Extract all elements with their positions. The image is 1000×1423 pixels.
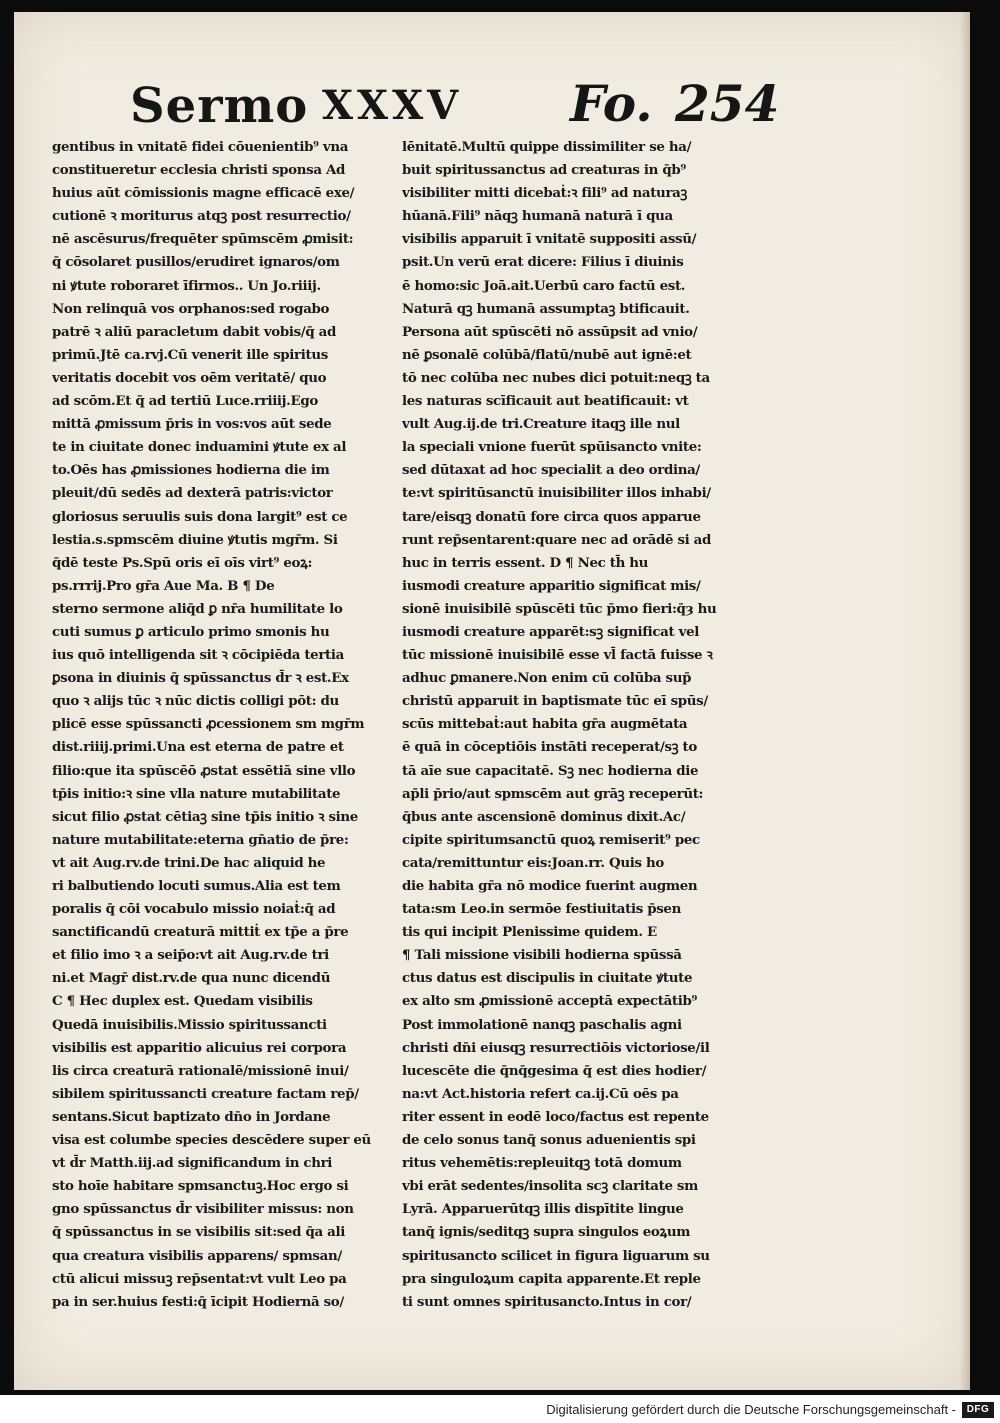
text-line: Lyrā. Apparuerūtqꝫ illis dispītite lingue bbox=[402, 1201, 684, 1218]
text-line: Post immolationē nanqꝫ paschalis agni bbox=[402, 1016, 682, 1033]
text-line: huc in terris essent. D ¶ Nec th̄ hu bbox=[402, 554, 649, 571]
text-line: sibilem spiritussancti creature factam rep̄/ bbox=[52, 1085, 359, 1102]
text-line: pleuit/dū sedēs ad dexterā patris:victor bbox=[52, 485, 333, 502]
funding-credit: Digitalisierung gefördert durch die Deutsche Forschungsgemeinschaft - bbox=[546, 1402, 956, 1417]
text-line: visibiliter mitti dicebaṫ:ꝛ fili⁹ ad naturaꝫ bbox=[402, 185, 687, 202]
text-line: veritatis docebit vos oēm veritatē/ quo bbox=[52, 369, 327, 386]
text-line: na:vt Act.historia refert ca.ij.Cū oēs pa bbox=[402, 1085, 679, 1102]
text-line: nē ꝑsonalē colūbā/flatū/nubē aut ignē:et bbox=[402, 346, 692, 363]
text-line: christi dn̄i eiusqꝫ resurrectiōis victoriose/il bbox=[402, 1039, 710, 1056]
text-line: riter essent in eodē loco/factus est repente bbox=[402, 1108, 709, 1125]
text-line: hūanā.Fili⁹ nāqꝫ humanā naturā ī qua bbox=[402, 208, 673, 225]
text-line: poralis q̄ cōi vocabulo missio noiaṫ:q̄ ad bbox=[52, 901, 336, 918]
text-line: gno spūssanctus d̄r visibiliter missus: non bbox=[52, 1201, 354, 1218]
text-line: sed dūtaxat ad hoc specialit a deo ordina/ bbox=[402, 462, 700, 479]
text-line: te:vt spiritūsanctū inuisibiliter illos inhabi/ bbox=[402, 485, 711, 502]
text-line: ni ꝟtute roboraret īfirmos.. Un Jo.riiij. bbox=[52, 277, 321, 294]
text-line: ctū alicui missuꝫ rep̄sentat:vt vult Leo pa bbox=[52, 1270, 347, 1287]
text-line: tanq̄ ignis/seditqꝫ supra singulos eoꝝum bbox=[402, 1224, 691, 1241]
header-sermon-number: XXXV bbox=[322, 82, 463, 129]
text-line: ex alto sm ꝓmissionē acceptā expectātib⁹ bbox=[402, 993, 698, 1010]
text-line: sterno sermone aliq̄d ꝑ nr̄a humilitate lo bbox=[52, 600, 343, 617]
text-line: gentibus in vnitatē fidei cōuenientib⁹ vna bbox=[52, 139, 349, 155]
text-line: cata/remittuntur eis:Joan.rr. Quis ho bbox=[402, 854, 664, 871]
text-line: runt rep̄sentarent:quare nec ad orādē si ad bbox=[402, 531, 712, 548]
footer-bar bbox=[0, 1400, 1000, 1423]
text-line: lis circa creaturā rationalē/missionē inui/ bbox=[52, 1062, 349, 1079]
text-line: qua creatura visibilis apparens/ spmsan/ bbox=[52, 1247, 342, 1264]
header-folio-label: Fo. bbox=[570, 74, 653, 133]
text-line: iusmodi creature apparitio significat mis/ bbox=[402, 577, 701, 594]
text-line: Quedā inuisibilis.Missio spiritussancti bbox=[52, 1016, 327, 1033]
text-line: gloriosus seruulis suis dona largit⁹ est ce bbox=[52, 508, 348, 525]
text-line: sto hoīe habitare spmsanctuꝫ.Hoc ergo si bbox=[52, 1178, 349, 1195]
text-line: sionē inuisibilē spūscēti tūc p̄mo fieri:q̄ȝ hu bbox=[402, 600, 717, 617]
text-line: ni.et Magr̄ dist.rv.de qua nunc dicendū bbox=[52, 970, 331, 987]
text-line: lēnitatē.Multū quippe dissimiliter se ha/ bbox=[402, 139, 692, 155]
text-line: ē homo:sic Joā.ait.Uerbū caro factū est. bbox=[402, 277, 686, 294]
text-line: ritus vehemētis:repleuitqꝫ totā domum bbox=[402, 1155, 682, 1172]
text-line: tūc missionē inuisibilē esse vl̄ factā fuisse ꝛ bbox=[402, 647, 713, 664]
running-header bbox=[130, 70, 780, 140]
text-line: christū apparuit in baptismate tūc eī spūs/ bbox=[402, 693, 708, 710]
text-line: Naturā qꝫ humanā assumptaꝫ btificauit. bbox=[402, 300, 690, 317]
text-line: sentans.Sicut baptizato dn̄o in Jordane bbox=[52, 1108, 331, 1125]
text-line: quo ꝛ alijs tūc ꝛ nūc dictis colligi pōt: du bbox=[52, 693, 339, 710]
text-line: cutionē ꝛ moriturus atqꝫ post resurrectio/ bbox=[52, 208, 351, 225]
text-line: constitueretur ecclesia christi sponsa Ad bbox=[52, 162, 346, 179]
header-folio-number: 254 bbox=[675, 74, 780, 133]
text-line: et filio imo ꝛ a seip̄o:vt ait Aug.rv.de tri bbox=[52, 947, 329, 964]
text-line: tā aīe sue capacitatē. Sꝫ nec hodierna die bbox=[402, 762, 699, 779]
text-line: ꝑsona in diuinis q̄ spūssanctus d̄r ꝛ est.Ex bbox=[52, 670, 349, 687]
text-line: adhuc ꝑmanere.Non enim cū colūba sup̄ bbox=[402, 670, 692, 687]
page-edge bbox=[960, 12, 970, 1390]
text-line: cuti sumus ꝑ articulo primo smonis hu bbox=[52, 623, 330, 640]
text-line: patrē ꝛ aliū paracletum dabit vobis/q̄ ad bbox=[52, 323, 336, 340]
text-line: lestia.s.spmscēm diuine ꝟtutis mgr̄m. Si bbox=[52, 531, 338, 548]
text-line: q̄ spūssanctus in se visibilis sit:sed q̄a ali bbox=[52, 1224, 345, 1241]
text-line: huius aūt cōmissionis magne efficacē exe/ bbox=[52, 185, 355, 202]
text-line: filio:que ita spūscēō ꝓstat essētiā sine vllo bbox=[52, 762, 356, 779]
text-line: ius quō intelligenda sit ꝛ cōcipiēda tertia bbox=[52, 647, 344, 664]
text-line: q̄ cōsolaret pusillos/erudiret ignaros/om bbox=[52, 254, 340, 271]
text-line: mittā ꝓmissum p̄ris in vos:vos aūt sede bbox=[52, 416, 332, 433]
text-line: ad scōm.Et q̄ ad tertiū Luce.rriiij.Ego bbox=[52, 393, 318, 410]
text-line: pra singuloꝝum capita apparente.Et reple bbox=[402, 1270, 701, 1287]
text-line: tis qui incipit Plenissime quidem. E bbox=[402, 924, 657, 941]
text-line: ¶ Tali missione visibili hodierna spūssā bbox=[402, 947, 682, 964]
left-text-column bbox=[52, 136, 410, 1314]
text-line: tata:sm Leo.in sermōe festiuitatis p̄sen bbox=[402, 901, 681, 918]
text-line: sicut filio ꝓstat cētiaꝫ sine tp̄is initio ꝛ sine bbox=[52, 808, 358, 825]
text-line: les naturas scīficauit aut beatificauit: vt bbox=[402, 393, 689, 410]
text-line: ē quā in cōceptiōis instāti receperat/sꝫ to bbox=[402, 739, 697, 756]
header-sermo: Sermo bbox=[130, 78, 309, 134]
text-line: visibilis apparuit ī vnitatē suppositi assū/ bbox=[402, 231, 697, 248]
text-line: plicē esse spūssancti ꝓcessionem sm mgr̄m bbox=[52, 716, 365, 733]
text-line: Persona aūt spūscēti nō assūpsit ad vnio/ bbox=[402, 323, 698, 340]
text-line: vt d̄r Matth.iij.ad significandum in chri bbox=[52, 1155, 333, 1172]
right-text-column bbox=[402, 136, 766, 1314]
text-line: vt ait Aug.rv.de trini.De hac aliquid he bbox=[52, 854, 326, 871]
text-line: vbi erāt sedentes/insolita scꝫ claritate sm bbox=[402, 1178, 698, 1195]
text-line: psit.Un verū erat dicere: Filius ī diuinis bbox=[402, 254, 684, 271]
text-line: tp̄is initio:ꝛ sine vlla nature mutabilitate bbox=[52, 785, 341, 802]
text-line: q̄dē teste Ps.Spū oris eī oīs virt⁹ eoꝝ: bbox=[52, 554, 313, 571]
text-line: die habita gr̄a nō modice fuerint augmen bbox=[402, 878, 698, 894]
text-line: te in ciuitate donec induamini ꝟtute ex al bbox=[52, 439, 347, 456]
text-line: scūs mittebaṫ:aut habita gr̄a augmētata bbox=[402, 716, 688, 733]
text-line: nē ascēsurus/frequēter spūmscēm ꝓmisit: bbox=[52, 231, 354, 248]
text-line: visa est columbe species descēdere super eū bbox=[52, 1132, 371, 1149]
text-line: tare/eisqꝫ donatū fore circa quos apparue bbox=[402, 508, 701, 525]
text-line: sanctificandū creaturā mittiṫ ex tp̄e a p̄re bbox=[52, 924, 349, 941]
text-line: iusmodi creature apparēt:sꝫ significat vel bbox=[402, 623, 699, 640]
text-line: to.Oēs has ꝓmissiones hodierna die im bbox=[52, 462, 330, 479]
text-line: ri balbutiendo locuti sumus.Alia est tem bbox=[52, 878, 341, 894]
text-line: buit spiritussanctus ad creaturas in q̄b⁹ bbox=[402, 162, 686, 179]
text-line: ps.rrrij.Pro gr̄a Aue Ma. B ¶ De bbox=[52, 577, 275, 594]
text-line: spiritusancto scilicet in figura liguarum su bbox=[402, 1247, 710, 1264]
text-line: lucescēte die q̄nq̄gesima q̄ est dies hodier/ bbox=[402, 1062, 707, 1079]
dfg-logo: DFG bbox=[962, 1402, 994, 1418]
text-line: ap̄li p̄rio/aut spmscēm aut grāꝫ receperūt: bbox=[402, 785, 704, 802]
text-line: tō nec colūba nec nubes dici potuit:neqꝫ ta bbox=[402, 369, 710, 386]
text-line: primū.Jtē ca.rvj.Cū venerit ille spiritus bbox=[52, 346, 328, 363]
text-line: dist.riiij.primi.Una est eterna de patre et bbox=[52, 739, 344, 756]
text-line: vult Aug.ij.de tri.Creature itaqꝫ ille nul bbox=[402, 416, 680, 433]
text-line: la speciali vnione fuerūt spūisancto vnite: bbox=[402, 439, 702, 456]
text-line: Non relinquā vos orphanos:sed rogabo bbox=[52, 300, 330, 317]
text-line: C ¶ Hec duplex est. Quedam visibilis bbox=[52, 993, 313, 1010]
text-line: visibilis est apparitio alicuius rei corpora bbox=[52, 1039, 347, 1056]
text-line: cipite spiritumsanctū quoꝝ remiserit⁹ pec bbox=[402, 831, 700, 848]
text-line: de celo sonus tanq̄ sonus aduenientis spi bbox=[402, 1132, 696, 1149]
text-line: nature mutabilitate:eterna gn̄atio de p̄re: bbox=[52, 831, 349, 848]
text-line: ctus datus est discipulis in ciuitate ꝟtute bbox=[402, 970, 693, 987]
text-line: q̄bus ante ascensionē dominus dixit.Ac/ bbox=[402, 808, 686, 825]
text-line: ti sunt omnes spiritusancto.Intus in cor/ bbox=[402, 1293, 692, 1310]
text-line: pa in ser.huius festi:q̄ īcipit Hodiernā so/ bbox=[52, 1293, 344, 1310]
